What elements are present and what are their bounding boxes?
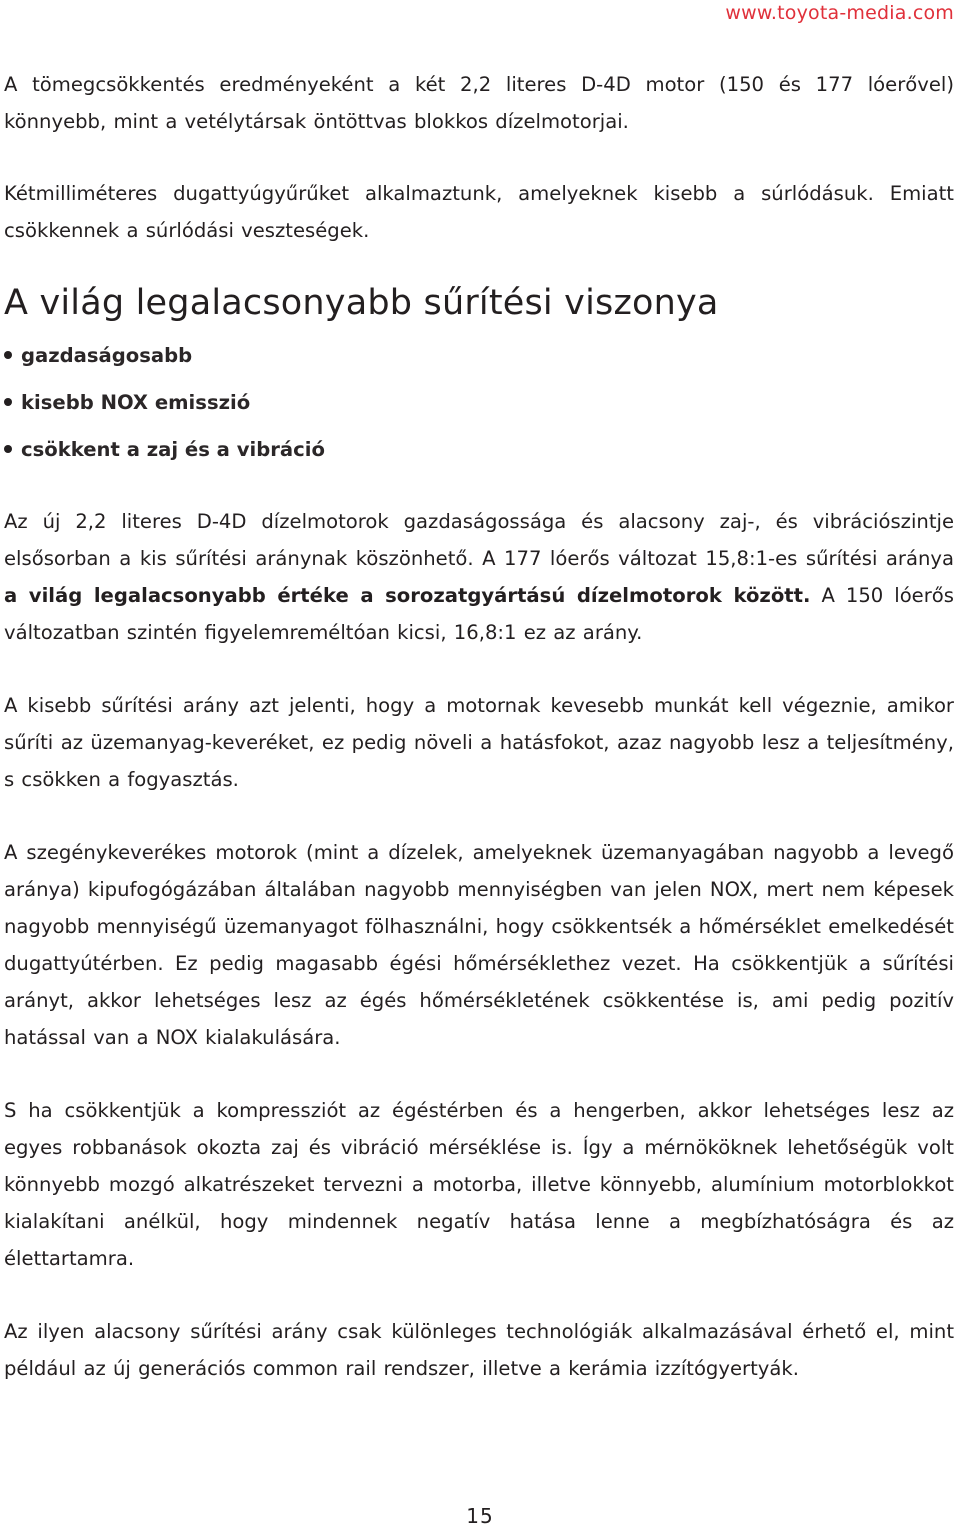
bullet-item [4,332,954,379]
noise-vibration-paragraph: S ha csökkentjük a kompressziót az égéstérben és a hengerben, akkor lehetséges lesz az egyes robbanások okozta zaj és vibráció mérséklése is. Így a mérnököknek lehetőségük volt könnyebb mozgó alkatrészeket tervezni a motorba, illetve könnyebb, alumínium motorblokkot kialakítani anélkül, hogy mindennek negatív hatása lenne a megbízhatóságra és az élettartamra. [4,1099,954,1270]
intro-paragraph-1: A tömegcsökkentés eredményeként a két 2,2 literes D-4D motor (150 és 177 lóerővel) könnyebb, mint a vetélytársak öntöttvas blokkos dízelmotorjai. [4,73,954,133]
efficiency-paragraph: A kisebb sűrítési arány azt jelenti, hogy a motornak kevesebb munkát kell végeznie, amikor sűríti az üzemanyag-keveréket, ez pedig növeli a hatásfokot, azaz nagyobb lesz a teljesítmény, s csökken a fogyasztás. [4,694,954,791]
bullet-dot-icon [4,351,12,359]
bullet-text: kisebb NOX emisszió [21,391,251,414]
page-number: 15 [466,1504,494,1528]
compression-ratio-paragraph [4,503,954,651]
bullet-text: gazdaságosabb [21,344,193,367]
website-url[interactable]: www.toyota-media.com [725,2,954,24]
paragraph-text: A 150 lóerős változatban szintén figyelemreméltóan kicsi, 16,8:1 ez az arány. [4,584,954,644]
section-heading: A világ legalacsonyabb sűrítési viszonya [4,283,719,323]
feature-bullet-list [4,332,954,473]
document-body [4,66,954,1387]
nox-paragraph: A szegénykeverékes motorok (mint a dízelek, amelyeknek üzemanyagában nagyobb a levegő aránya) kipufogógázában általában nagyobb mennyiségben van jelen NOX, mert nem képesek nagyobb mennyiségű üzemanyagot fölhasználni, hogy csökkentsék a hőmérséklet emelkedését dugattyútérben. Ez pedig magasabb égési hőmérséklethez vezet. Ha csökkentjük a sűrítési arányt, akkor lehetséges lesz az égés hőmérsékletének csökkentése is, ami pedig pozitív hatással van a NOX kialakulására. [4,841,954,1049]
emphasized-text: a világ legalacsonyabb értéke a sorozatgyártású dízelmotorok között. [4,584,811,607]
bullet-dot-icon [4,398,12,406]
paragraph-text: Az új 2,2 literes D-4D dízelmotorok gazdaságossága és alacsony zaj-, és vibrációszintje elsősorban a kis sűrítési aránynak köszönhető. A 177 lóerős változat 15,8:1-es sűrítési aránya [4,510,954,570]
intro-paragraph-2: Kétmilliméteres dugattyúgyűrűket alkalmaztunk, amelyeknek kisebb a súrlódásuk. Emiatt csökkennek a súrlódási veszteségek. [4,182,954,242]
bullet-text: csökkent a zaj és a vibráció [21,438,325,461]
technology-paragraph: Az ilyen alacsony sűrítési arány csak különleges technológiák alkalmazásával érhető el, mint például az új generációs common rail rendszer, illetve a kerámia izzítógyertyák. [4,1320,954,1380]
bullet-item [4,379,954,426]
bullet-dot-icon [4,445,12,453]
bullet-item [4,426,954,473]
